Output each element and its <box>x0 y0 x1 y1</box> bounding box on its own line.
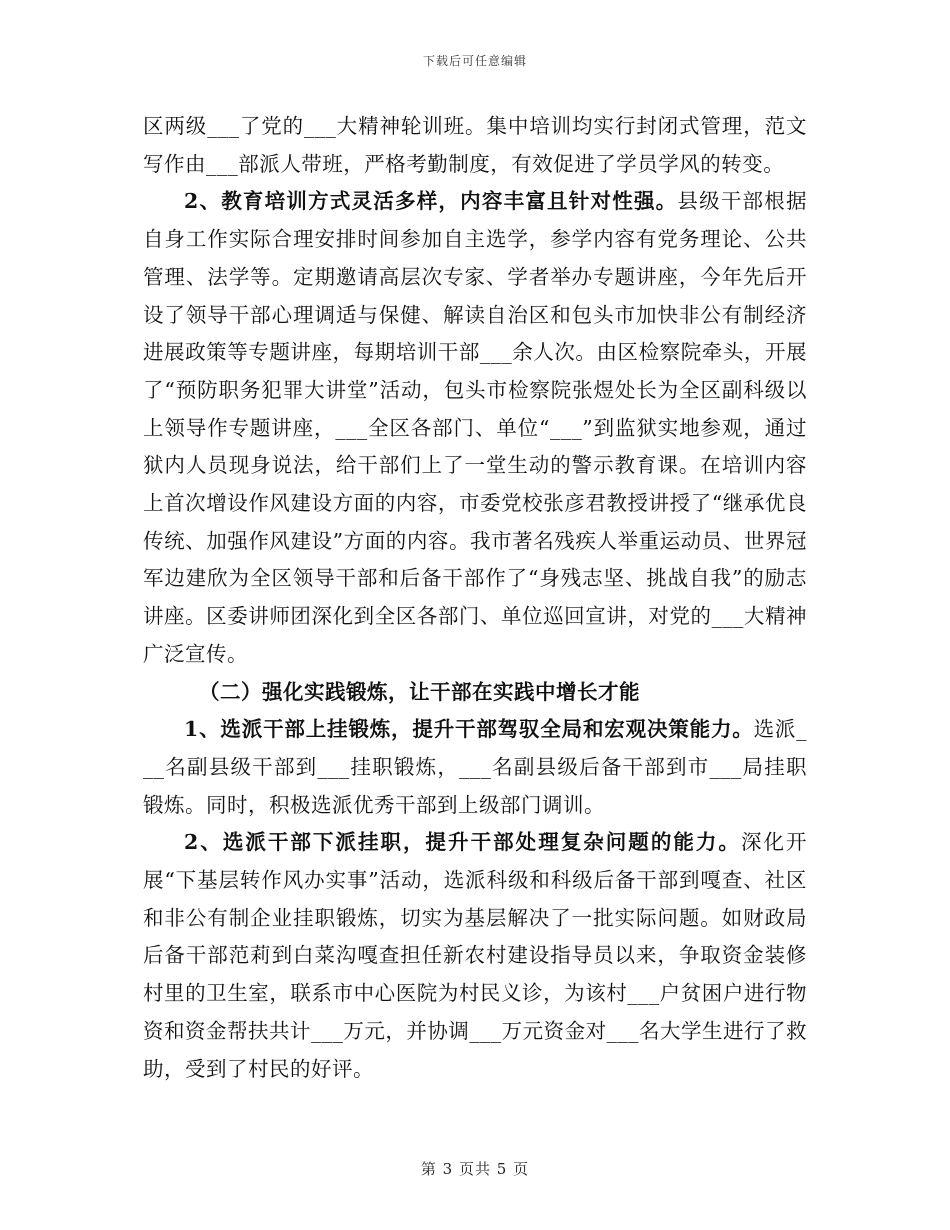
paragraph-text: 县级干部根据自身工作实际合理安排时间参加自主选学，参学内容有党务理论、公共管理、法学等。定期邀请高层次专家、学者举办专题讲座，今年先后开设了领导干部心理调适与保健、解读自治区和包头市加快非公有制经济进展政策等专题讲座，每期培训干部___余人次。由区检察院牵头，开展了“预防职务犯罪大讲堂”活动，包头市检察院张煜处长为全区副科级以上领导作专题讲座，___全区各部门、单位“___”到监狱实地参观，通过狱内人员现身说法，给干部们上了一堂生动的警示教育课。在培训内容上首次增设作风建设方面的内容，市委党校张彦君教授讲授了“继承优良传统、加强作风建设”方面的内容。我市著名残疾人举重运动员、世界冠军边建欣为全区领导干部和后备干部作了“身残志坚、挑战自我”的励志讲座。区委讲师团深化到全区各部门、单位巡回宣讲，对党的___大精神广泛宣传。 <box>143 189 808 666</box>
paragraph-lead-heading: 2、教育培训方式灵活多样，内容丰富且针对性强。 <box>184 189 678 214</box>
paragraph-text: 选派___名副县级干部到___挂职锻炼，___名副县级后备干部到市___局挂职锻炼。同时，积极选派优秀干部到上级部门调训。 <box>143 717 807 817</box>
paragraph-text: 深化开展“下基层转作风办实事”活动，选派科级和科级后备干部到嘎查、社区和非公有制企业挂职锻炼，切实为基层解决了一批实际问题。如财政局后备干部范莉到白菜沟嘎查担任新农村建设指导员以来，争取资金装修村里的卫生室，联系市中心医院为村民义诊，为该村___户贫困户进行物资和资金帮扶共计___万元，并协调___万元资金对___名大学生进行了救助，受到了村民的好评。 <box>143 830 808 1081</box>
paragraph-training-methods <box>143 183 807 673</box>
paragraph-upward-posting <box>143 711 807 824</box>
document-body <box>143 108 807 1088</box>
paragraph-lead-heading: 2、选派干部下派挂职，提升干部处理复杂问题的能力。 <box>184 830 741 855</box>
paragraph-downward-posting <box>143 824 807 1088</box>
section-heading: （二）强化实践锻炼，让干部在实践中增长才能 <box>199 679 640 704</box>
page-header: 下载后可任意编辑 <box>422 54 527 68</box>
paragraph-lead-heading: 1、选派干部上挂锻炼，提升干部驾驭全局和宏观决策能力。 <box>184 717 754 742</box>
page-footer: 第 3 页共 5 页 <box>420 1160 530 1178</box>
paragraph-continuation: 区两级___了党的___大精神轮训班。集中培训均实行封闭式管理，范文写作由___部派人带班，严格考勤制度，有效促进了学员学风的转变。 <box>143 114 807 176</box>
